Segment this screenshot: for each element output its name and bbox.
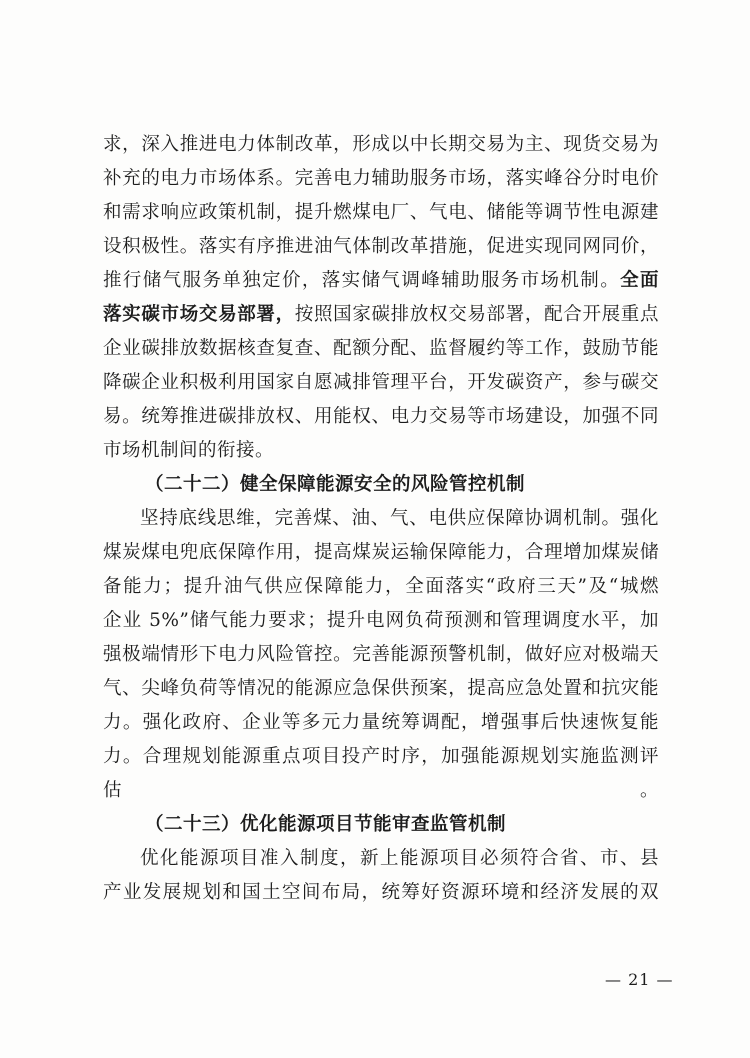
text-run: 推行储气服务单独定价，落实储气调峰辅助服务市场机制。	[103, 270, 621, 291]
text-line: 力。强化政府、企业等多元力量统筹调配，增强事后快速恢复能	[103, 712, 659, 733]
text-line: 企业 5%”储气能力要求；提升电网负荷预测和管理调度水平，加	[103, 610, 659, 631]
paragraph-market-reform	[103, 128, 659, 434]
paragraph-market-reform-end	[103, 434, 659, 468]
text-line: 降碳企业积极利用国家自愿减排管理平台，开发碳资产，参与碳交	[103, 372, 659, 393]
text-line: 易。统筹推进碳排放权、用能权、电力交易等市场建设，加强不同	[103, 406, 659, 427]
text-line: 优化能源项目准入制度，新上能源项目必须符合省、市、县	[140, 848, 659, 869]
text-line: 坚持底线思维，完善煤、油、气、电供应保障协调机制。强化	[140, 508, 659, 529]
text-line: 备能力；提升油气供应保障能力，全面落实“政府三天”及“城燃	[103, 576, 659, 597]
page-number: — 21 —	[605, 970, 674, 989]
text-line: 设积极性。落实有序推进油气体制改革措施，促进实现同网同价，	[103, 236, 659, 257]
paragraph-project-review	[103, 842, 659, 910]
text-line: 和需求响应政策机制，提升燃煤电厂、气电、储能等调节性电源建	[103, 202, 659, 223]
bold-text-run: 全面	[620, 270, 659, 291]
text-line	[103, 264, 659, 298]
paragraph-energy-security	[103, 502, 659, 808]
section-heading-23: （二十三）优化能源项目节能审查监管机制	[145, 814, 507, 835]
bold-text-run: 落实碳市场交易部署，	[103, 304, 295, 325]
document-body	[103, 128, 659, 910]
text-line	[103, 298, 659, 332]
text-line: 企业碳排放数据核查复查、配额分配、监督履约等工作，鼓励节能	[103, 338, 659, 359]
text-line: 补充的电力市场体系。完善电力辅助服务市场，落实峰谷分时电价	[103, 168, 659, 189]
text-line: 市场机制间的衔接。	[103, 440, 275, 461]
section-heading-22: （二十二）健全保障能源安全的风险管控机制	[145, 474, 526, 495]
text-line: 强极端情形下电力风险管控。完善能源预警机制，做好应对极端天	[103, 644, 659, 665]
text-line: 气、尖峰负荷等情况的能源应急保供预案，提高应急处置和抗灾能	[103, 678, 659, 699]
text-line: 求，深入推进电力体制改革，形成以中长期交易为主、现货交易为	[103, 134, 659, 155]
text-line: 力。合理规划能源重点项目投产时序，加强能源规划实施监测评估。	[103, 746, 659, 801]
text-run: 按照国家碳排放权交易部署，配合开展重点	[294, 304, 659, 325]
text-line: 产业发展规划和国土空间布局，统筹好资源环境和经济发展的双	[103, 882, 659, 903]
text-line: 煤炭煤电兜底保障作用，提高煤炭运输保障能力，合理增加煤炭储	[103, 542, 659, 563]
